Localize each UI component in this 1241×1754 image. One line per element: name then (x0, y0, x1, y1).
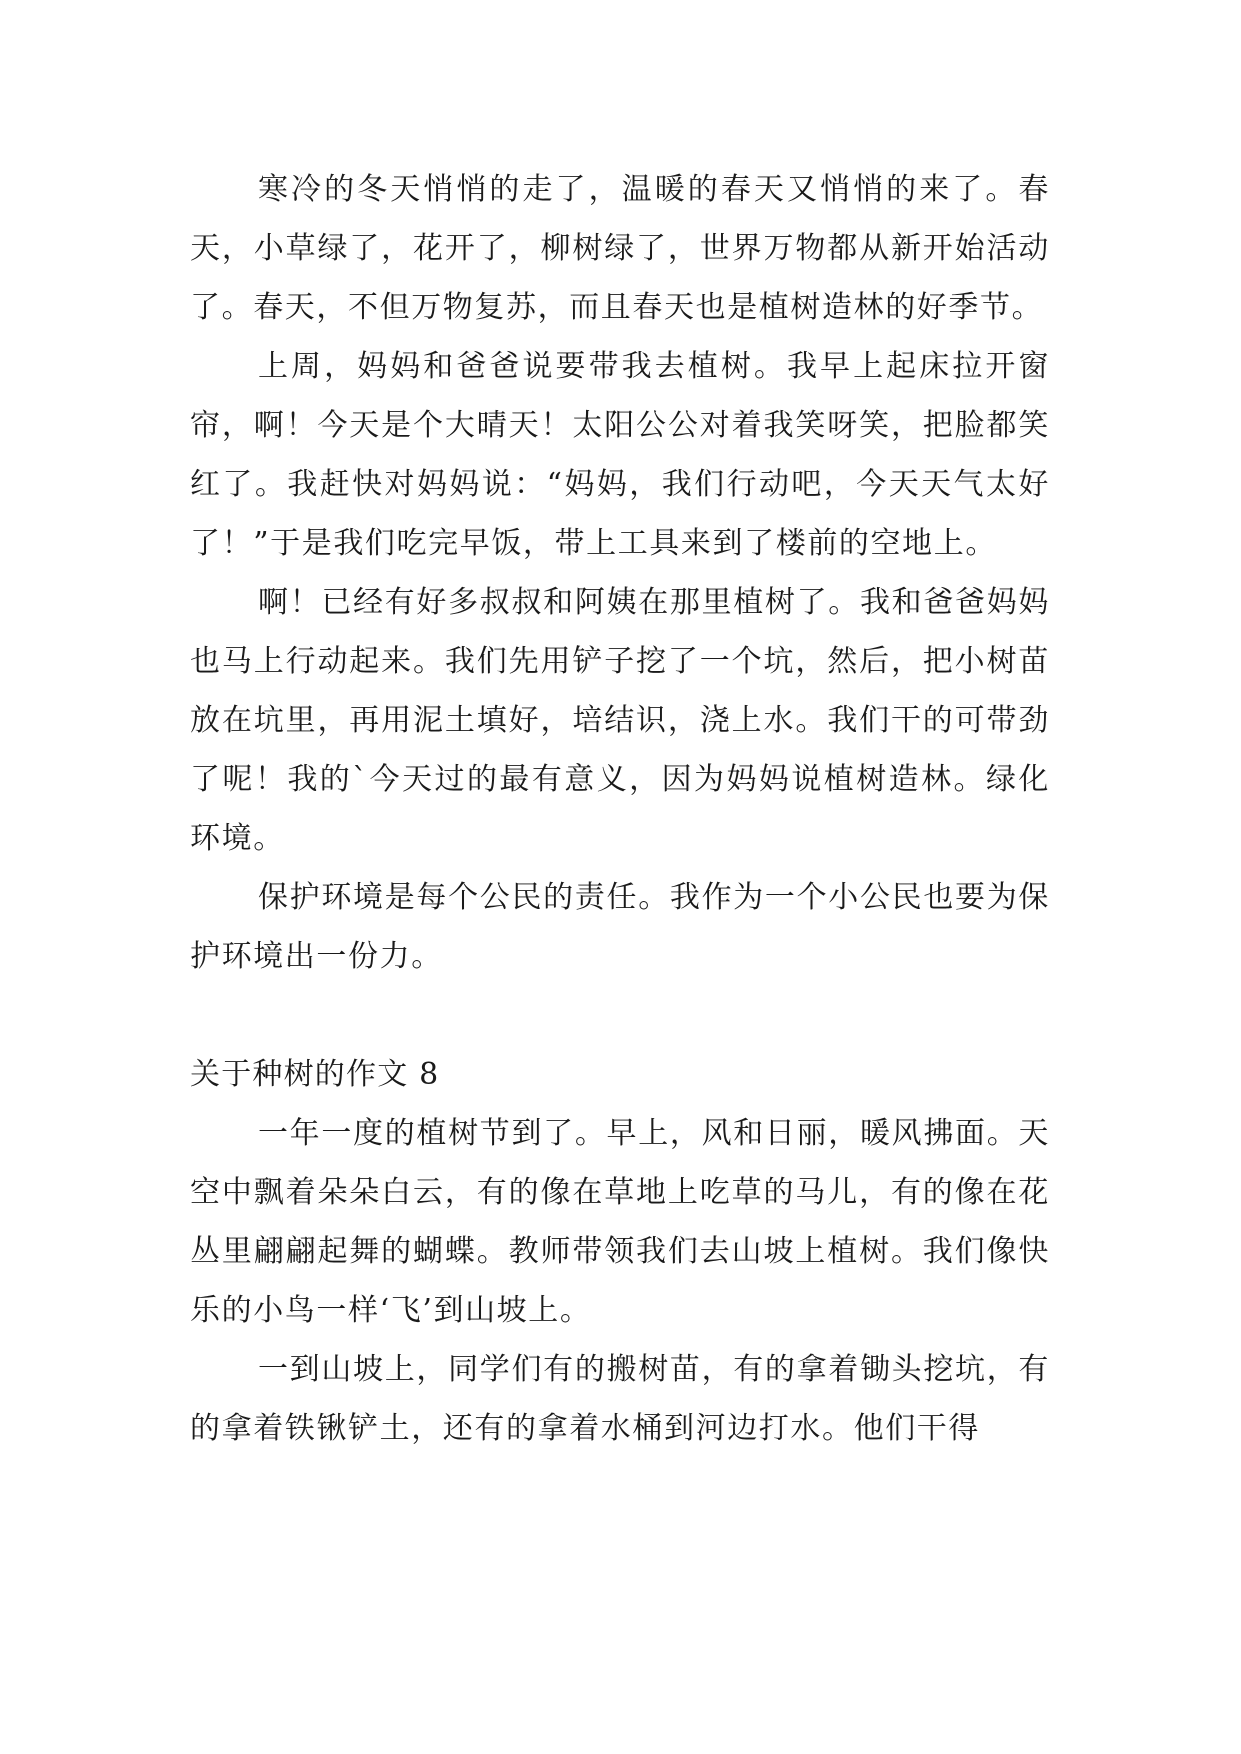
paragraph-arbor-day: 一年一度的植树节到了。早上，风和日丽，暖风拂面。天空中飘着朵朵白云，有的像在草地上吃草的马儿，有的像在花丛里翩翩起舞的蝴蝶。教师带领我们去山坡上植树。我们像快乐的小鸟一样‘飞’到山坡上。 (190, 1116, 1050, 1328)
section-spacer (190, 986, 1050, 1045)
paragraph-planting-plan: 上周，妈妈和爸爸说要带我去植树。我早上起床拉开窗帘，啊！今天是个大晴天！太阳公公对着我笑呀笑，把脸都笑红了。我赶快对妈妈说：“妈妈，我们行动吧，今天天气太好了！”于是我们吃完早饭，带上工具来到了楼前的空地上。 (190, 349, 1050, 561)
paragraph-protect-environment: 保护环境是每个公民的责任。我作为一个小公民也要为保护环境出一份力。 (190, 880, 1050, 974)
paragraph-winter-spring: 寒冷的冬天悄悄的走了，温暖的春天又悄悄的来了。春天，小草绿了，花开了，柳树绿了，世界万物都从新开始活动了。春天，不但万物复苏，而且春天也是植树造林的好季节。 (190, 172, 1050, 325)
document-body (190, 160, 1050, 1458)
paragraph-planting-action: 啊！已经有好多叔叔和阿姨在那里植树了。我和爸爸妈妈也马上行动起来。我们先用铲子挖了一个坑，然后，把小树苗放在坑里，再用泥土填好，培结识，浇上水。我们干的可带劲了呢！我的`今天过的最有意义，因为妈妈说植树造林。绿化环境。 (190, 585, 1050, 856)
section-heading: 关于种树的作文 8 (190, 1057, 440, 1092)
paragraph-hillside-work: 一到山坡上，同学们有的搬树苗，有的拿着锄头挖坑，有的拿着铁锹铲土，还有的拿着水桶到河边打水。他们干得 (190, 1352, 1050, 1446)
